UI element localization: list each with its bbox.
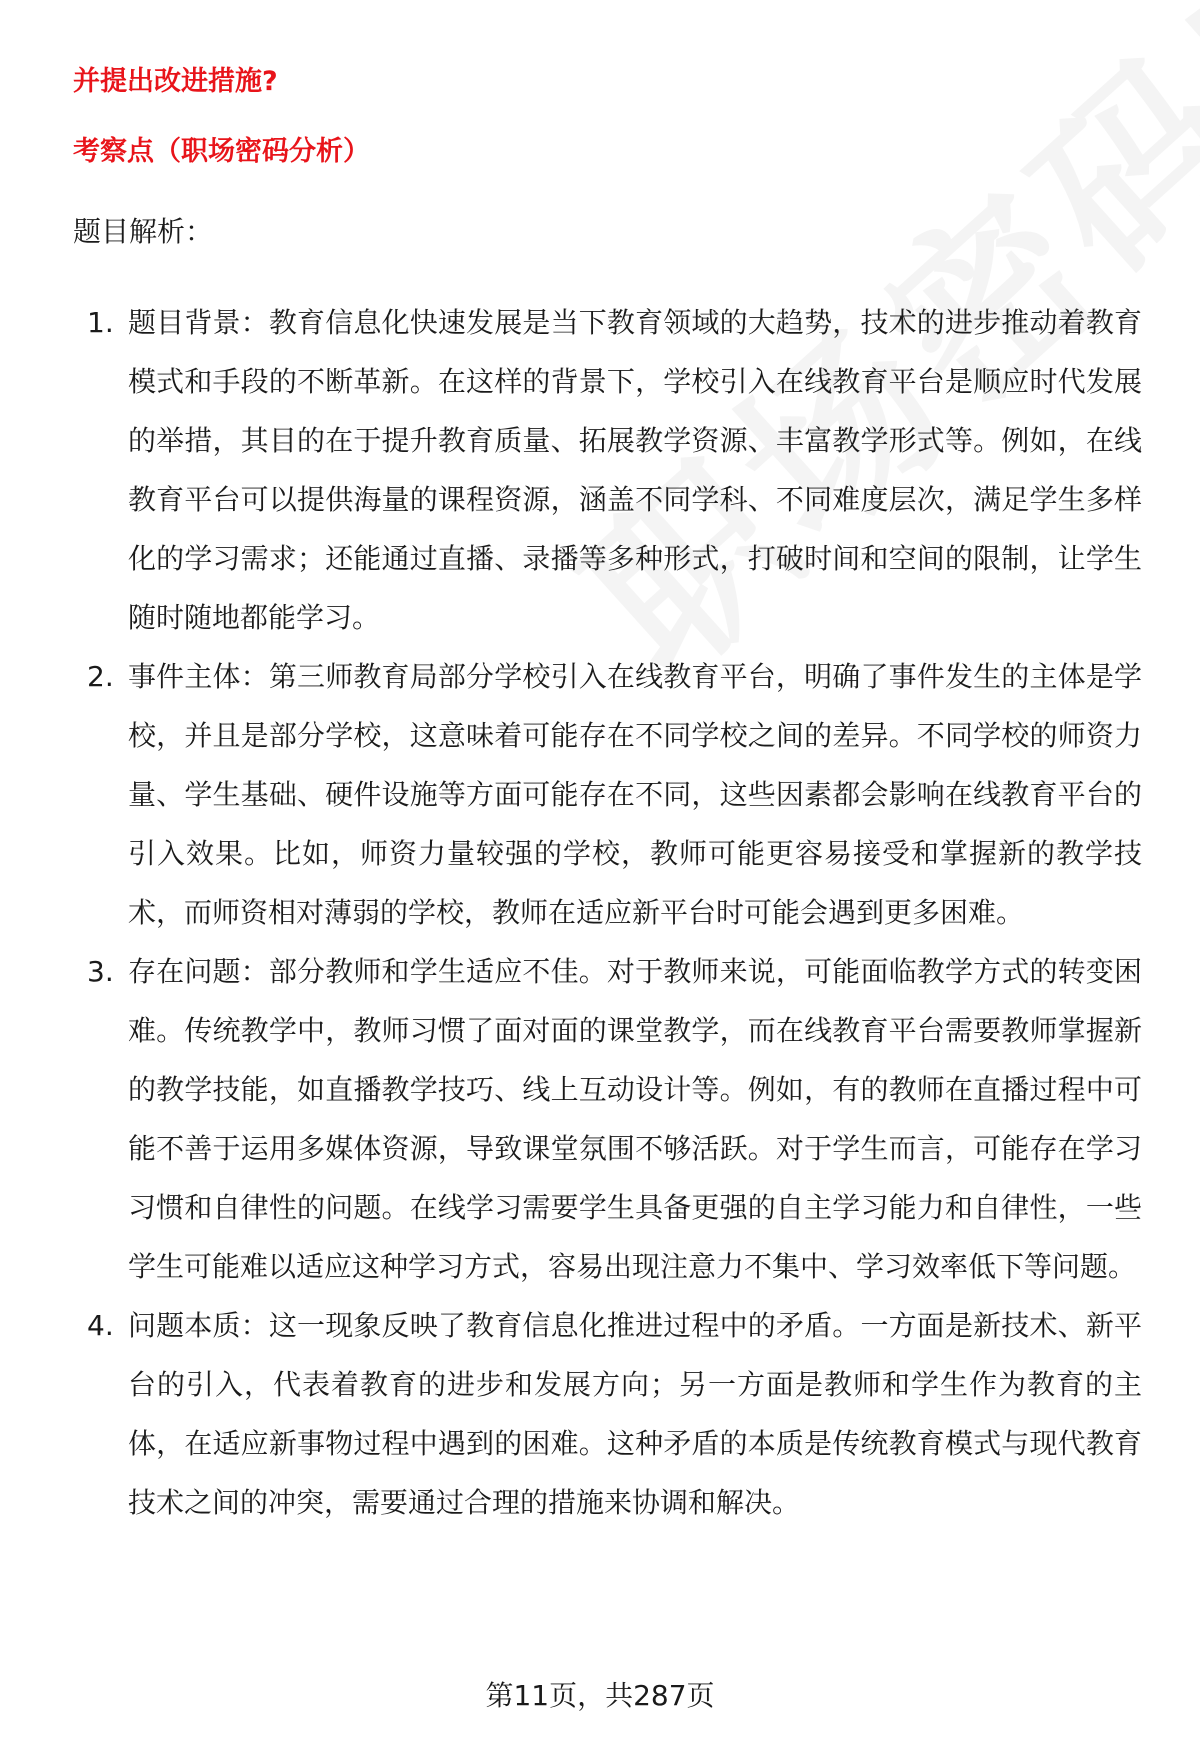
list-item [0, 293, 1200, 647]
list-item-number: 1. [87, 306, 114, 339]
list-item-number: 3. [87, 955, 114, 988]
list-item [0, 1296, 1200, 1532]
list-item [0, 942, 1200, 1296]
list-item-text: 题目背景：教育信息化快速发展是当下教育领域的大趋势，技术的进步推动着教育模式和手段的不断革新。在这样的背景下，学校引入在线教育平台是顺应时代发展的举措，其目的在于提升教育质量、拓展教学资源、丰富教学形式等。例如，在线教育平台可以提供海量的课程资源，涵盖不同学科、不同难度层次，满足学生多样化的学习需求；还能通过直播、录播等多种形式，打破时间和空间的限制，让学生随时随地都能学习。 [128, 306, 1142, 634]
question-tail-heading: 并提出改进措施? [73, 66, 278, 97]
list-item-text: 问题本质：这一现象反映了教育信息化推进过程中的矛盾。一方面是新技术、新平台的引入，代表着教育的进步和发展方向；另一方面是教师和学生作为教育的主体，在适应新事物过程中遇到的困难。这种矛盾的本质是传统教育模式与现代教育技术之间的冲突，需要通过合理的措施来协调和解决。 [128, 1309, 1142, 1519]
list-item-text: 事件主体：第三师教育局部分学校引入在线教育平台，明确了事件发生的主体是学校，并且是部分学校，这意味着可能存在不同学校之间的差异。不同学校的师资力量、学生基础、硬件设施等方面可能存在不同，这些因素都会影响在线教育平台的引入效果。比如，师资力量较强的学校，教师可能更容易接受和掌握新的教学技术，而师资相对薄弱的学校，教师在适应新平台时可能会遇到更多困难。 [128, 660, 1142, 929]
page-number-footer: 第11页，共287页 [485, 1679, 715, 1712]
list-item-number: 4. [87, 1309, 114, 1342]
list-item-text: 存在问题：部分教师和学生适应不佳。对于教师来说，可能面临教学方式的转变困难。传统教学中，教师习惯了面对面的课堂教学，而在线教育平台需要教师掌握新的教学技能，如直播教学技巧、线上互动设计等。例如，有的教师在直播过程中可能不善于运用多媒体资源，导致课堂氛围不够活跃。对于学生而言，可能存在学习习惯和自律性的问题。在线学习需要学生具备更强的自主学习能力和自律性，一些学生可能难以适应这种学习方式，容易出现注意力不集中、学习效率低下等问题。 [128, 955, 1142, 1283]
exam-point-heading: 考察点（职场密码分析） [73, 136, 370, 167]
list-item [0, 647, 1200, 942]
list-item-number: 2. [87, 660, 114, 693]
analysis-label: 题目解析： [73, 215, 214, 248]
analysis-list [0, 293, 1200, 1532]
